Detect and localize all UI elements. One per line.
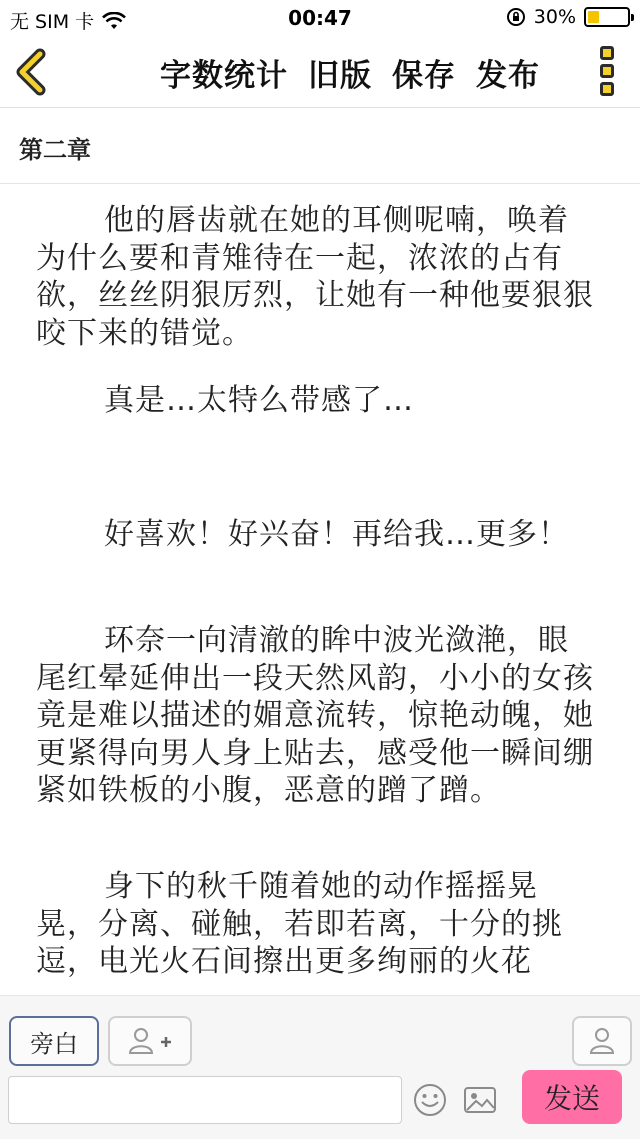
emoji-icon (412, 1082, 448, 1118)
rotation-lock-icon (506, 7, 526, 27)
paragraph: 真是…太特么带感了… (104, 383, 414, 418)
paragraph: 环奈一向清澈的眸中波光潋滟，眼尾红晕延伸出一段天然风韵，小小的女孩竟是难以描述的媚意流转，惊艳动魄，她更紧得向男人身上贴去，感受他一瞬间绷紧如铁板的小腹，恶意的蹭了蹭。 (36, 623, 594, 808)
battery-icon (584, 7, 630, 27)
chapter-bar[interactable] (0, 108, 640, 184)
self-character-button[interactable] (572, 1016, 632, 1066)
chapter-content[interactable] (0, 185, 640, 995)
chapter-title[interactable]: 第二章 (19, 136, 91, 164)
more-dot-icon (600, 82, 614, 96)
paragraph: 好喜欢！好兴奋！再给我…更多！ (104, 517, 569, 552)
paragraph: 身下的秋千随着她的动作摇摇晃晃，分离、碰触，若即若离，十分的挑逗，电光火石间擦出更多绚丽的火花 (36, 869, 563, 979)
send-button[interactable] (522, 1070, 622, 1124)
narrator-label: 旁白 (30, 1029, 78, 1058)
emoji-button[interactable] (412, 1082, 448, 1118)
composer (0, 995, 640, 1139)
old-version-button[interactable]: 旧版 (308, 58, 372, 94)
add-character-button[interactable] (108, 1016, 192, 1066)
chevron-left-icon (10, 48, 54, 96)
image-button[interactable] (462, 1082, 498, 1118)
nav-bar (0, 36, 640, 108)
battery-percent: 30% (533, 6, 576, 28)
user-icon (587, 1026, 617, 1056)
status-bar (0, 0, 640, 36)
save-button[interactable]: 保存 (392, 58, 456, 94)
battery-level (588, 11, 599, 23)
more-menu-button[interactable] (594, 46, 620, 96)
image-icon (462, 1082, 498, 1118)
nav-actions (160, 50, 540, 95)
word-count-button[interactable]: 字数统计 (160, 58, 288, 94)
status-right (506, 6, 630, 28)
back-button[interactable] (10, 48, 54, 96)
carrier-label: 无 SIM 卡 (10, 11, 95, 33)
publish-button[interactable]: 发布 (476, 58, 540, 94)
send-label: 发送 (543, 1082, 600, 1115)
paragraph: 他的唇齿就在她的耳侧呢喃，唤着为什么要和青雉待在一起，浓浓的占有欲，丝丝阴狠厉烈，让她有一种他要狠狠咬下来的错觉。 (36, 203, 594, 351)
status-time: 00:47 (288, 6, 352, 30)
more-dot-icon (600, 64, 614, 78)
narrator-role-button[interactable] (9, 1016, 99, 1066)
add-user-icon (125, 1026, 175, 1056)
more-dot-icon (600, 46, 614, 60)
message-input[interactable] (8, 1076, 402, 1124)
